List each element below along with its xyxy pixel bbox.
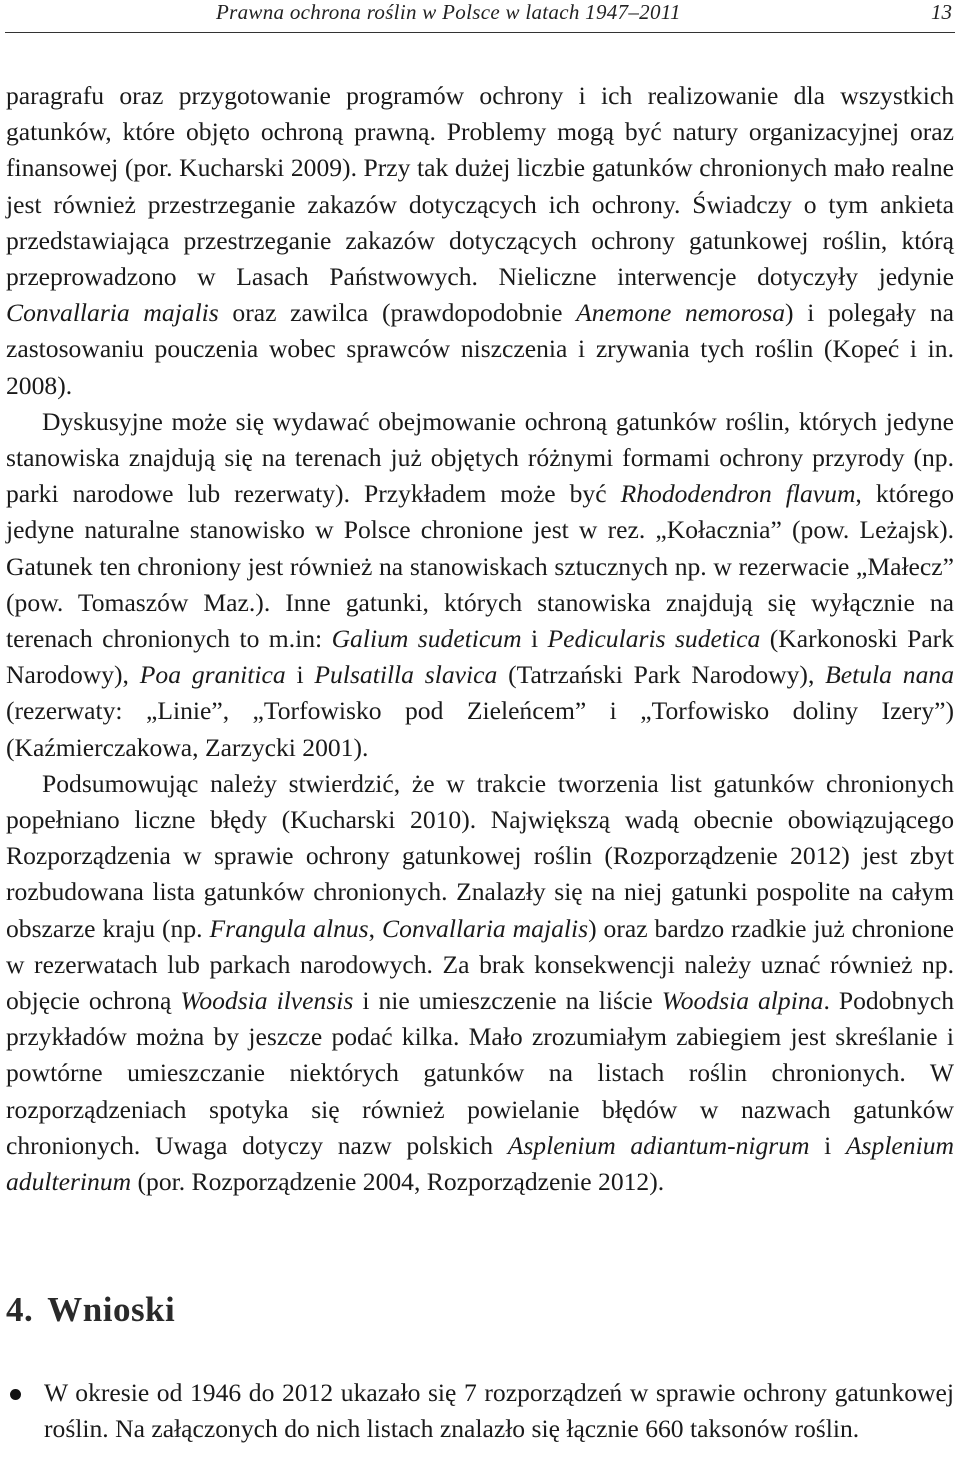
text-run: i xyxy=(521,624,548,654)
bullet-icon xyxy=(10,1389,21,1400)
text-run: . Podobnych przykładów można by jeszcze podać kilka. Mało zrozumiałym zabiegiem jest skreślanie i powtórne umieszczanie niektórych gatunków na listach roślin chronionych. W rozporządzeniach spotyka się również powielanie błędów w nazwach gatunków chronionych. Uwaga dotyczy nazw polskich xyxy=(6,986,955,1160)
page-number: 13 xyxy=(931,0,952,24)
text-run: (rezerwaty: „Linie”, „Torfowisko pod Zieleńcem” i „Torfowisko doliny Izery”) (Kaźmierczakowa, Zarzycki 2001). xyxy=(6,696,954,762)
text-run: paragrafu oraz przygotowanie programów ochrony i ich realizowanie dla wszystkich gatunków, które objęto ochroną prawną. Problemy mogą być natury organizacyjnej oraz finansowej (por. Kucharski 2009). Przy tak dużej liczbie gatunków chronionych mało realne jest również przestrzeganie zakazów dotyczących ich ochrony. Świadczy o tym ankieta przedstawiająca przestrzeganie zakazów dotyczących ochrony gatunkowej roślin, którą przeprowadzono w Lasach Państwowych. Nieliczne interwencje dotyczyły jedynie xyxy=(6,81,954,292)
running-header xyxy=(0,0,960,30)
species-name: Convallaria majalis xyxy=(6,298,219,328)
text-run: , którego jedyne naturalne stanowisko w Polsce chronione jest w rez. „Kołacznia” (pow. Leżajsk). Gatunek ten chroniony jest również na stanowiskach sztucznych np. w rezerwacie „Małecz” (pow. Tomaszów Maz.). Inne gatunki, których stanowiska znajdują się wyłącznie na terenach chronionych to m.in: xyxy=(6,479,954,654)
text-run: i nie umieszczenie na liście xyxy=(353,986,662,1016)
conclusions-list xyxy=(0,1375,954,1447)
species-name: Woodsia alpina xyxy=(661,986,824,1016)
species-name: Convallaria majalis xyxy=(382,913,589,943)
body-paragraph xyxy=(6,78,954,404)
species-name: Pedicularis sudetica xyxy=(547,624,761,654)
text-run: (por. Rozporządzenie 2004, Rozporządzenie 2012). xyxy=(131,1167,665,1197)
species-name: Woodsia ilvensis xyxy=(180,986,354,1016)
species-name: Pulsatilla slavica xyxy=(314,660,498,690)
text-run: (Tatrzański Park Narodowy), xyxy=(497,660,826,690)
species-name: Poa granitica xyxy=(139,660,286,690)
text-run: oraz zawilca (prawdopodobnie xyxy=(218,298,577,328)
species-name: Asplenium adiantum-nigrum xyxy=(507,1130,810,1160)
text-run: Dyskusyjne może się wydawać obejmowanie ochroną gatunków roślin, których jedyne stanowiska znajdują się na terenach już objętych różnymi formami ochrony przyrody (np. parki narodowe lub rezerwaty). Przykładem może być xyxy=(6,406,954,509)
species-name: Galium sudeticum xyxy=(331,624,522,654)
text-run: ) i polegały na zastosowaniu pouczenia wobec sprawców niszczenia i zrywania tych roślin (Kopeć i in. 2008). xyxy=(6,298,954,400)
text-run: i xyxy=(809,1130,846,1160)
text-run: ) oraz bardzo rzadkie już chronione w rezerwatach lub parkach narodowych. Za brak konsekwencji należy uznać również np. objęcie ochroną xyxy=(6,913,954,1016)
header-rule xyxy=(5,32,955,33)
list-item xyxy=(0,1375,954,1447)
text-run: Podsumowując należy stwierdzić, że w trakcie tworzenia list gatunków chronionych popełniano liczne błędy (Kucharski 2010). Największą wadą obecnie obowiązującego Rozporządzenia w sprawie ochrony gatunkowej roślin (Rozporządzenie 2012) jest zbyt rozbudowana lista gatunków chronionych. Znalazły się na niej gatunki pospolite na całym obszarze kraju (np. xyxy=(6,768,954,943)
species-name: Frangula alnus xyxy=(209,913,369,943)
section-heading xyxy=(6,1290,175,1330)
text-run: (Karkonoski Park Narodowy), xyxy=(6,624,955,690)
body-paragraph xyxy=(6,404,954,766)
species-name: Asplenium adulterinum xyxy=(6,1130,954,1197)
species-name: Rhododendron flavum xyxy=(620,479,856,509)
body-paragraph xyxy=(6,766,954,1200)
species-name: Anemone nemorosa xyxy=(576,298,786,328)
list-item-text: W okresie od 1946 do 2012 ukazało się 7 rozporządzeń w sprawie ochrony gatunkowej roślin. Na załączonych do nich listach znalazło się łącznie 660 taksonów roślin. xyxy=(44,1378,954,1444)
section-number: 4. xyxy=(6,1290,34,1329)
text-run: i xyxy=(285,660,315,690)
section-title: Wnioski xyxy=(47,1290,176,1329)
body-text xyxy=(6,78,954,1200)
text-run: , xyxy=(368,913,383,943)
species-name: Betula nana xyxy=(825,660,954,690)
running-title: Prawna ochrona roślin w Polsce w latach 1947–2011 xyxy=(216,0,681,24)
